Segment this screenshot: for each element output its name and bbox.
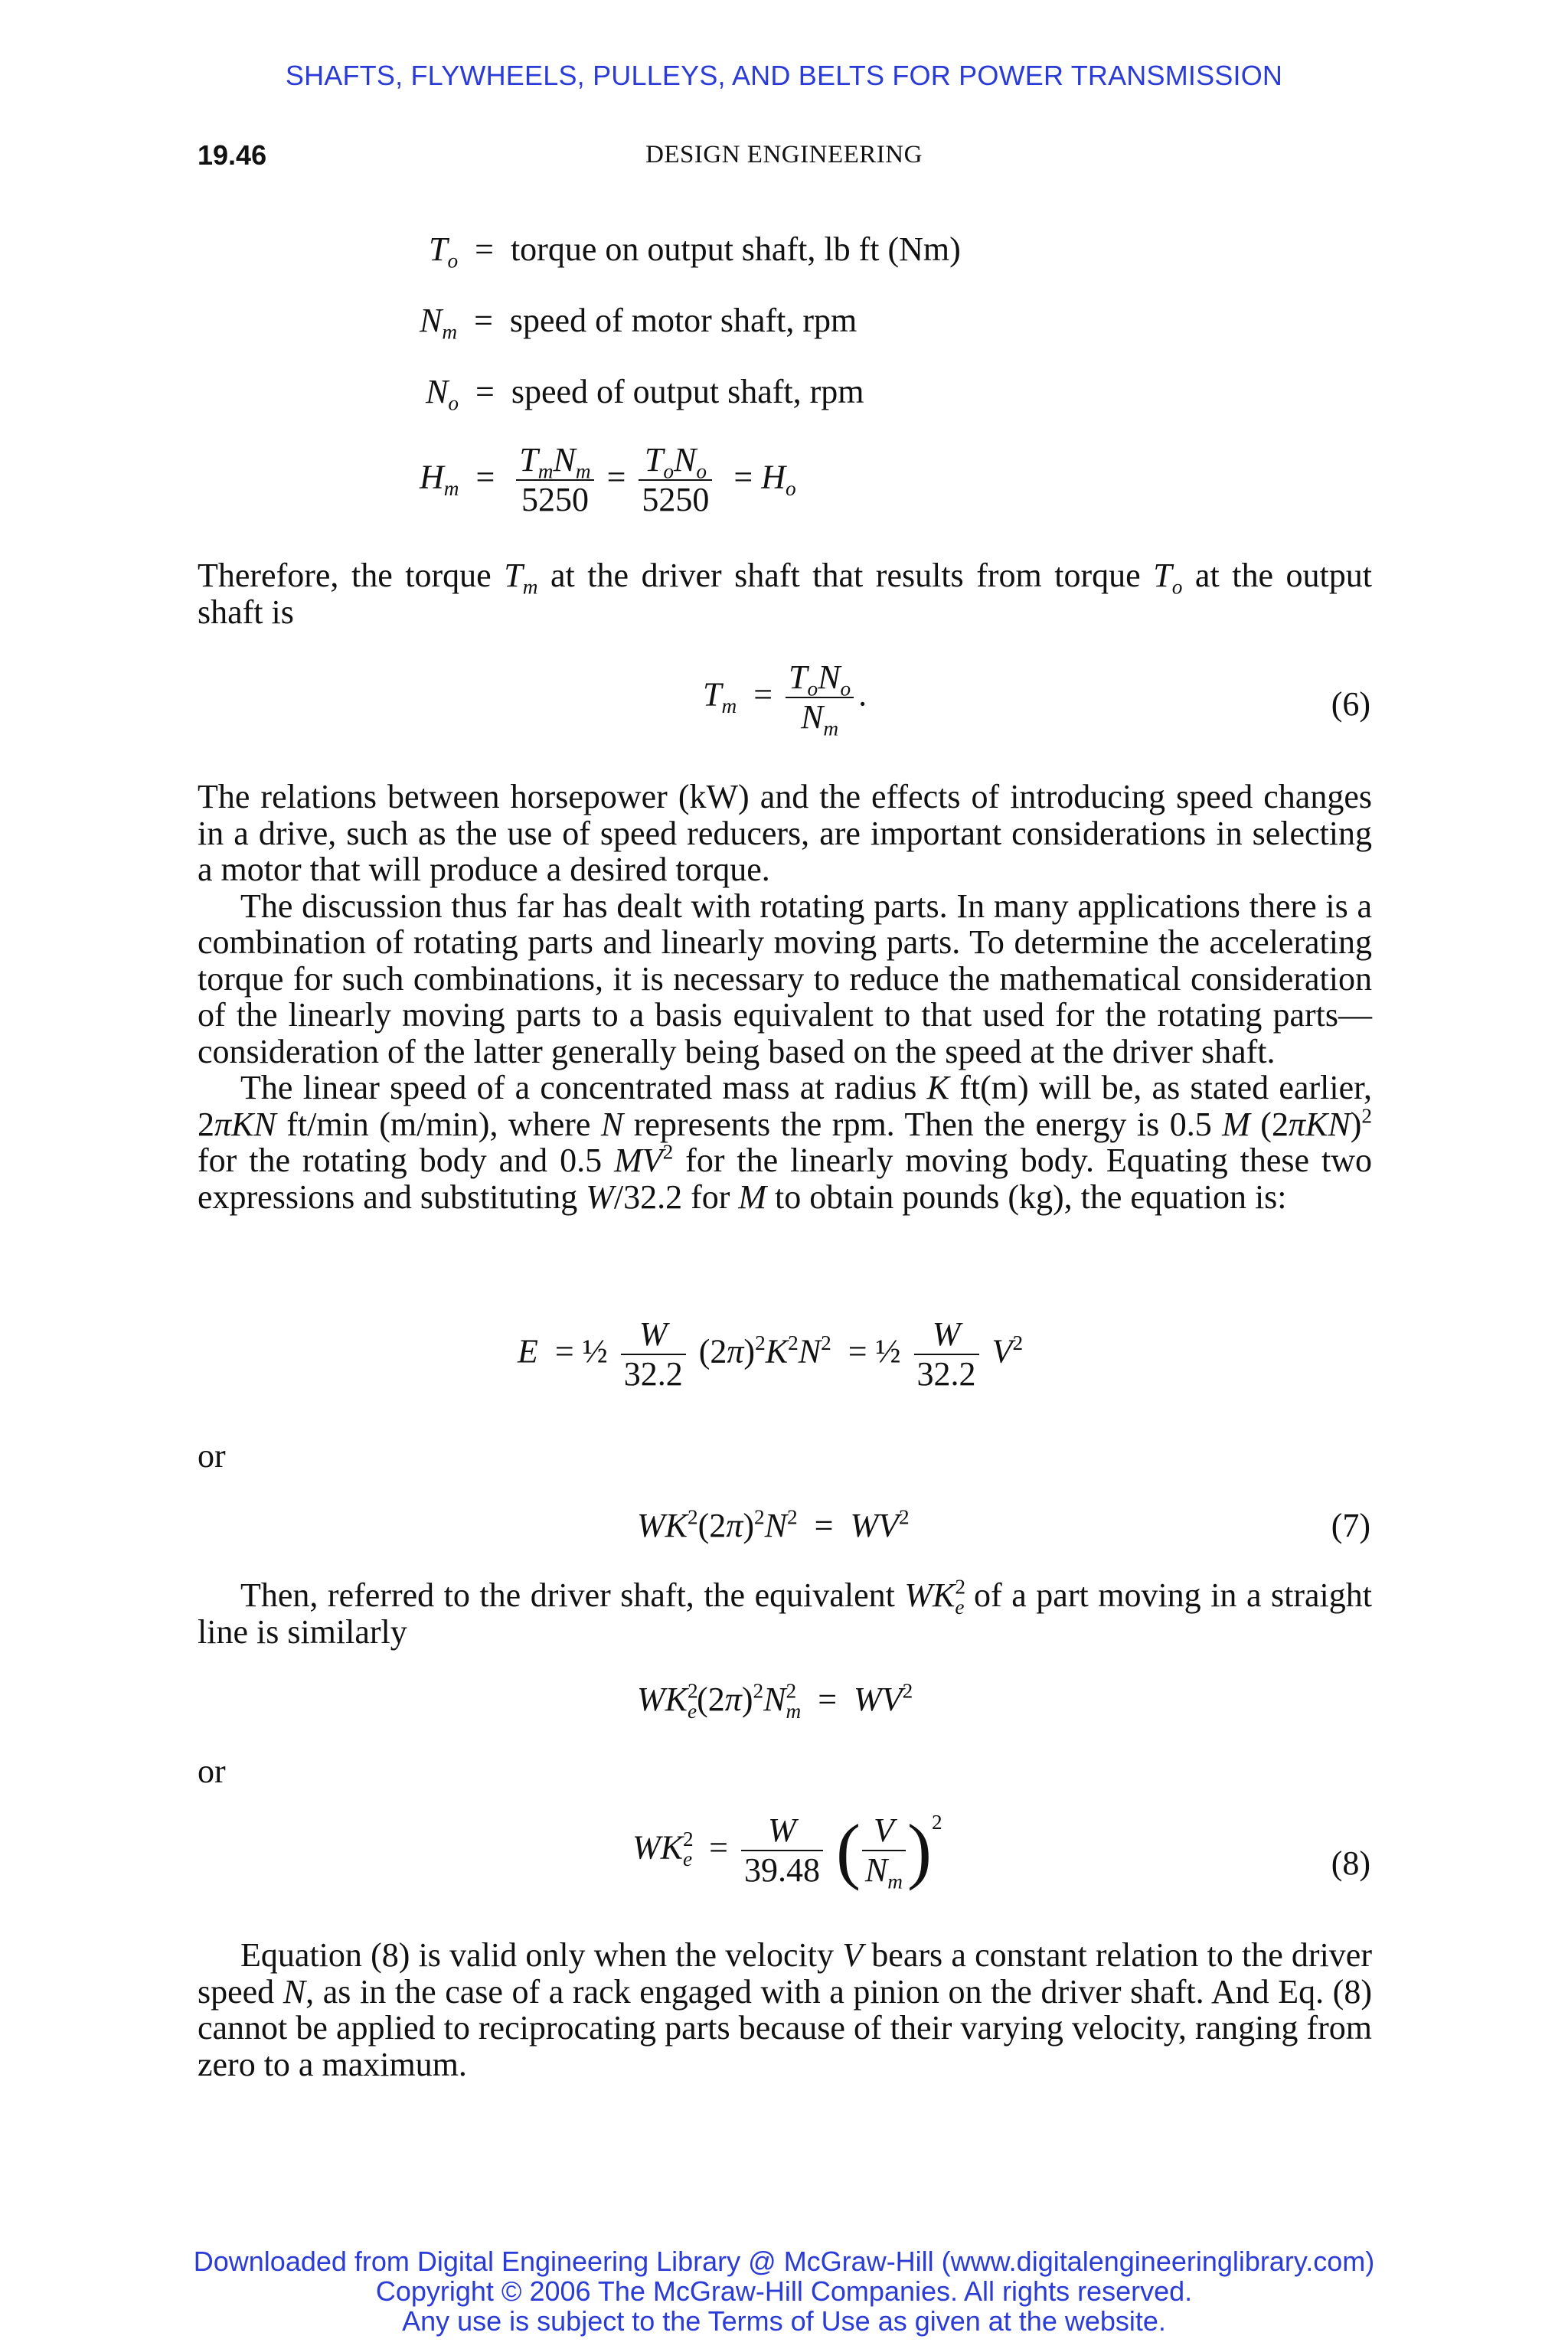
or-1: or xyxy=(198,1437,226,1475)
half-1: ½ xyxy=(582,1332,608,1370)
or-2: or xyxy=(198,1753,226,1790)
running-head: SHAFTS, FLYWHEELS, PULLEYS, AND BELTS FOR POWER TRANSMISSION xyxy=(285,60,1283,91)
definition-nm-text: speed of motor shaft, rpm xyxy=(509,302,858,339)
equation-wke: $WK^2_e(2\pi)^2N^2_m = WV^2$ xyxy=(637,1679,913,1723)
definition-to: $T_o$ = torque on output shaft, lb ft (Nm) xyxy=(429,230,961,273)
definition-to-text: torque on output shaft, lb ft (Nm) xyxy=(510,230,961,268)
footer-line-2: Copyright © 2006 The McGraw-Hill Companies. All rights reserved. xyxy=(375,2275,1193,2307)
equation-8-number: (8) xyxy=(1331,1844,1370,1882)
energy-constant-2: 32.2 xyxy=(916,1355,976,1393)
hm-constant-1: 5250 xyxy=(521,481,589,519)
page-number: 19.46 xyxy=(198,139,267,171)
section-title: DESIGN ENGINEERING xyxy=(645,141,923,168)
paragraph-6: Equation (8) is valid only when the velocity V bears a constant relation to the driver speed N, as in the case of a rack engaged with a pinion on the driver shaft. And Eq. (8) cannot be applied to reciprocating parts because of their varying velocity, ranging from zero to a maximum. xyxy=(198,1936,1372,2083)
definition-no-text: speed of output shaft, rpm xyxy=(511,373,864,410)
eq8-constant: 39.48 xyxy=(743,1851,820,1890)
equation-7: $WK^2(2\pi)^2N^2 = WV^2$ xyxy=(637,1505,910,1544)
equation-8: $WK^2_e$ = $\frac{W}{39.48}$ ( $\frac{V}{N_m}$ )$^2$ xyxy=(632,1809,942,1893)
equation-hm: $H_m$ = $\frac{T_mN_m}{5250}$ = $\frac{T_oN_o}{5250}$ = $H_o$ xyxy=(420,441,796,519)
paragraph-2: The relations between horsepower (kW) and the effects of introducing speed changes in a drive, such as the use of speed reducers, are important considerations in selecting a motor that will produce a desired torque. xyxy=(198,778,1372,888)
equation-6: $T_m$ = $\frac{T_oN_o}{N_m}$ . xyxy=(703,658,867,740)
equation-7-number: (7) xyxy=(1331,1507,1370,1544)
paragraph-5: Then, referred to the driver shaft, the equivalent $WK^2_e$ of a part moving in a straight line is similarly xyxy=(198,1575,1372,1651)
definition-no: $N_o$ = speed of output shaft, rpm xyxy=(426,373,864,415)
paragraph-1: Therefore, the torque $T_m$ at the driver shaft that results from torque $T_o$ at the output shaft is xyxy=(198,557,1372,631)
paragraph-3: The discussion thus far has dealt with rotating parts. In many applications there is a combination of rotating parts and linearly moving parts. To determine the accelerating torque for such combinations, it is necessary to reduce the mathematical consideration of the linearly moving parts to a basis equivalent to that used for the rotating parts—consideration of the latter generally being based on the speed at the driver shaft. xyxy=(198,887,1372,1070)
footer xyxy=(0,2246,1568,2336)
paragraph-4: The linear speed of a concentrated mass at radius K ft(m) will be, as stated earlier, 2πKN ft/min (m/min), where N represents the rpm. Then the energy is 0.5 M $(2\pi KN)^2$ for the rotating body and 0.5 $MV^2$ for the linearly moving body. Equating these two expressions and substituting W/32.2 for M to obtain pounds (kg), the equation is: xyxy=(198,1069,1373,1216)
footer-line-1[interactable]: Downloaded from Digital Engineering Library @ McGraw-Hill (www.digitalengineeringlibrary.com) xyxy=(193,2246,1375,2277)
energy-constant-1: 32.2 xyxy=(623,1355,683,1393)
half-2: ½ xyxy=(875,1332,901,1370)
hm-constant-2: 5250 xyxy=(642,481,710,519)
equation-6-number: (6) xyxy=(1331,685,1370,723)
footer-line-3: Any use is subject to the Terms of Use as given at the website. xyxy=(402,2305,1166,2337)
definition-nm: $N_m$ = speed of motor shaft, rpm xyxy=(420,302,858,344)
paragraph-block xyxy=(198,779,1372,1215)
equation-energy: E = ½ $\frac{W}{32.2}$ $(2\pi)^2K^2N^2$ = ½ $\frac{W}{32.2}$ $V^2$ xyxy=(518,1315,1024,1393)
